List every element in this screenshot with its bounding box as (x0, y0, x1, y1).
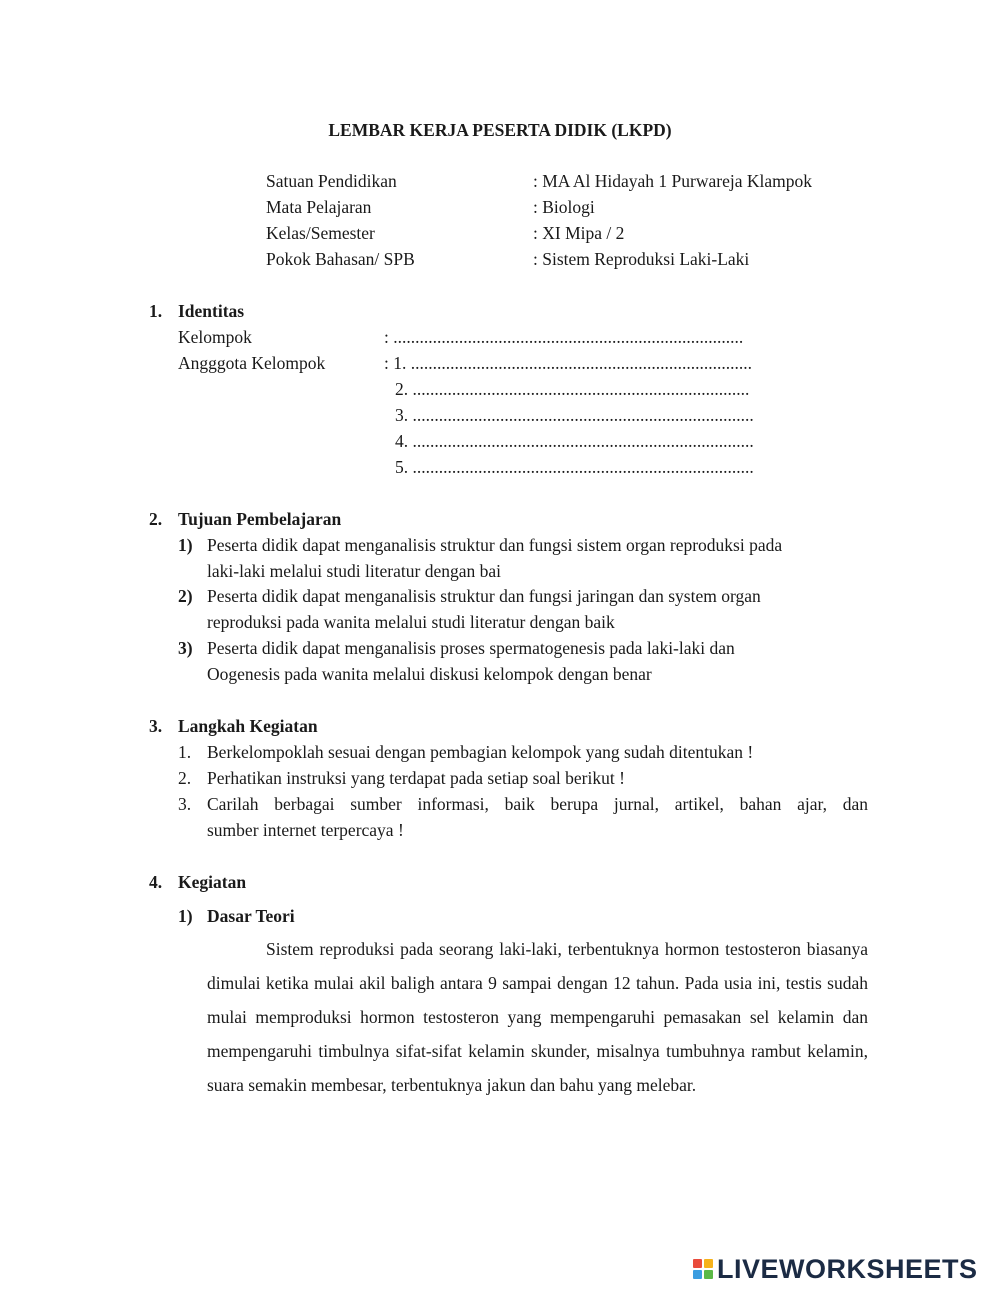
list-item-text: Oogenesis pada wanita melalui diskusi kelompok dengan benar (207, 664, 652, 684)
section-number: 4. (149, 872, 163, 892)
list-item-number: 3) (178, 638, 193, 658)
kelompok-field[interactable]: : ................................................................................ (384, 327, 744, 347)
list-item-number: 3. (178, 794, 192, 814)
list-item-text: Carilah berbagai sumber informasi, baik berupa jurnal, artikel, bahan ajar, dan (207, 794, 868, 814)
section-heading: Kegiatan (178, 872, 247, 892)
list-item-text: Peserta didik dapat menganalisis struktur dan fungsi jaringan dan system organ (207, 586, 761, 606)
dasar-teori-paragraph: Sistem reproduksi pada seorang laki-laki, terbentuknya hormon testosteron biasanya dimulai ketika mulai akil baligh antara 9 sampai dengan 12 tahun. Pada usia ini, testis sudah mulai memproduksi hormon testosteron yang mempengaruhi pemasakan sel kelamin dan mempengaruhi timbulnya sifat-sifat kelamin skunder, misalnya tumbuhnya rambut kelamin, suara semakin membesar, terbentuknya jakun dan bahu yang melebar. (207, 939, 868, 1095)
section-number: 1. (149, 301, 163, 321)
logo-square-yellow (704, 1259, 713, 1268)
list-item-number: 1) (178, 535, 193, 555)
list-item-text: Berkelompoklah sesuai dengan pembagian kelompok yang sudah ditentukan ! (207, 742, 754, 762)
subsection-heading: Dasar Teori (207, 906, 295, 926)
list-item-text: laki-laki melalui studi literatur dengan bai (207, 561, 502, 581)
liveworksheets-logo-icon (693, 1259, 713, 1279)
section-heading: Langkah Kegiatan (178, 716, 318, 736)
section-heading: Tujuan Pembelajaran (178, 509, 342, 529)
info-label-mapel: Mata Pelajaran (266, 197, 372, 217)
anggota-field-4[interactable]: 4. .............................................................................. (395, 431, 754, 451)
list-item-text: sumber internet terpercaya ! (207, 820, 404, 840)
info-label-pokok: Pokok Bahasan/ SPB (266, 249, 415, 269)
anggota-field-2[interactable]: 2. ............................................................................. (395, 379, 750, 399)
logo-square-red (693, 1259, 702, 1268)
document-title: LEMBAR KERJA PESERTA DIDIK (LKPD) (328, 120, 672, 140)
liveworksheets-logo[interactable] (693, 1254, 978, 1284)
info-value-satuan: : MA Al Hidayah 1 Purwareja Klampok (533, 171, 812, 191)
logo-text: LIVEWORKSHEETS (717, 1254, 978, 1284)
info-label-kelas: Kelas/Semester (266, 223, 375, 243)
subsection-number: 1) (178, 906, 193, 926)
logo-square-blue (693, 1270, 702, 1279)
kelompok-label: Kelompok (178, 327, 252, 347)
list-item-number: 2) (178, 586, 193, 606)
section-number: 2. (149, 509, 163, 529)
info-value-kelas: : XI Mipa / 2 (533, 223, 625, 243)
section-heading: Identitas (178, 301, 245, 321)
anggota-field-1[interactable]: : 1. .............................................................................. (384, 353, 752, 373)
list-item-text: Perhatikan instruksi yang terdapat pada setiap soal berikut ! (207, 768, 625, 788)
anggota-field-5[interactable]: 5. .............................................................................. (395, 457, 754, 477)
list-item-text: Peserta didik dapat menganalisis struktur dan fungsi sistem organ reproduksi pada (207, 535, 783, 555)
anggota-field-3[interactable]: 3. .............................................................................. (395, 405, 754, 425)
list-item-number: 1. (178, 742, 192, 762)
info-label-satuan: Satuan Pendidikan (266, 171, 397, 191)
info-value-mapel: : Biologi (533, 197, 595, 217)
logo-square-green (704, 1270, 713, 1279)
list-item-text: reproduksi pada wanita melalui studi literatur dengan baik (207, 612, 615, 632)
anggota-label: Angggota Kelompok (178, 353, 326, 373)
list-item-text: Peserta didik dapat menganalisis proses spermatogenesis pada laki-laki dan (207, 638, 735, 658)
section-number: 3. (149, 716, 163, 736)
info-value-pokok: : Sistem Reproduksi Laki-Laki (533, 249, 750, 269)
list-item-number: 2. (178, 768, 192, 788)
